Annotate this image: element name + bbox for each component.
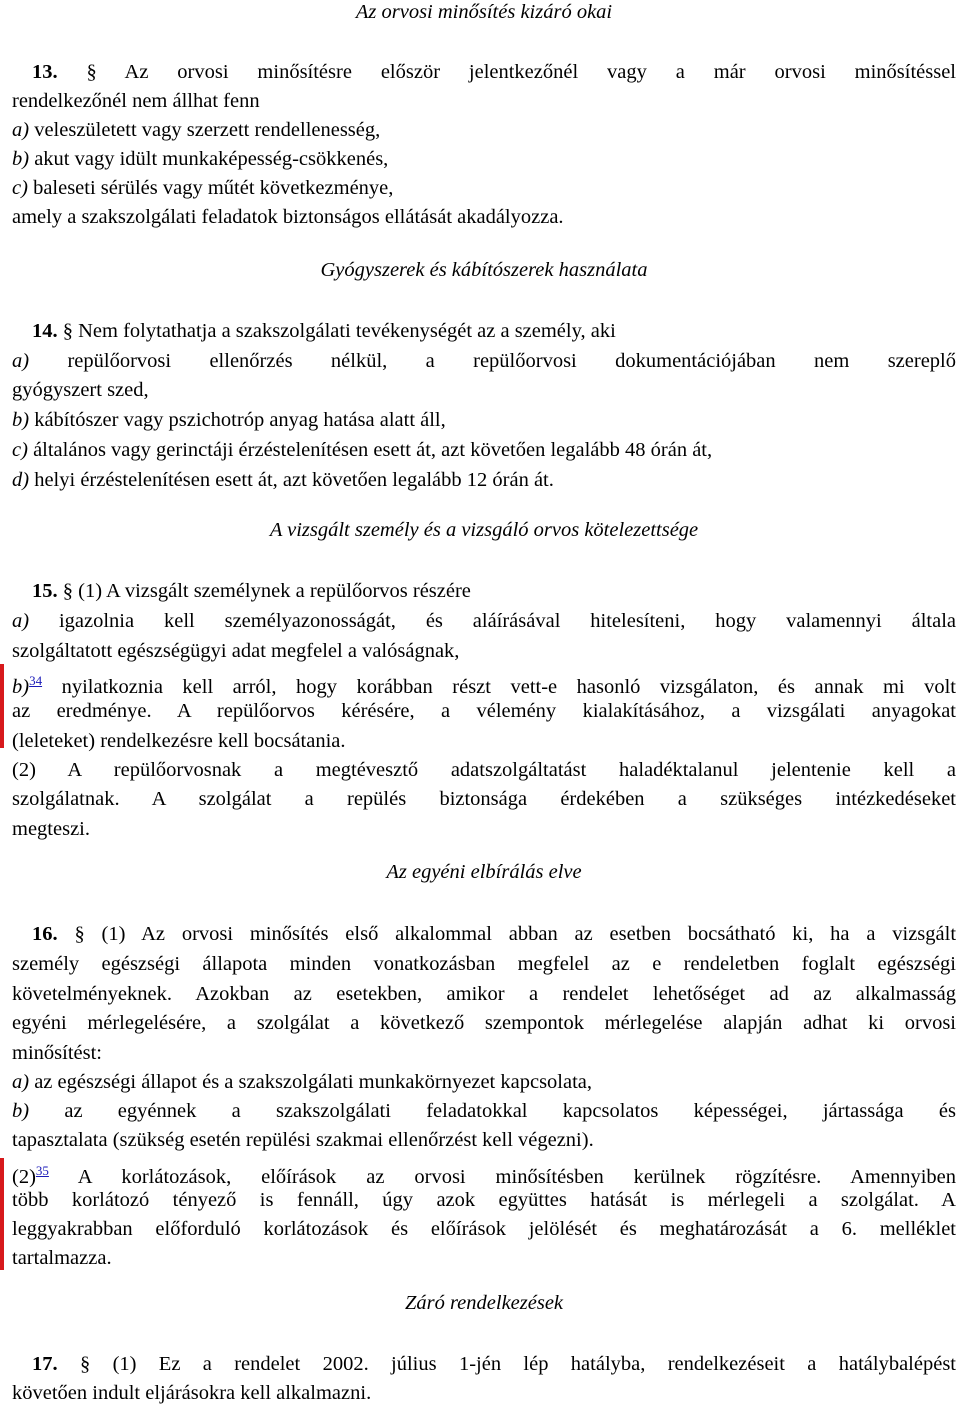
item-text: igazolnia kell személyazonosságát, és aláírásával hitelesíteni, hogy valamennyi általa [58, 610, 957, 632]
paragraph-text: Nem folytathatja a szakszolgálati tevékenységét az a személy, aki [78, 320, 616, 342]
subsection-2-line-1: (2) A repülőorvosnak a megtévesztő adatszolgáltatást haladéktalanul jelentenie kell a [12, 759, 956, 781]
paragraph-number: 13. [32, 61, 58, 83]
item-letter: c) [12, 177, 28, 199]
paragraph-text: (1) Az orvosi minősítés első alkalommal abban az esetben bocsátható ki, ha a vizsgált [101, 923, 957, 945]
list-item-b-continuation: tapasztalata (szükség esetén repülési szakmai ellenőrzést kell végezni). [12, 1129, 594, 1151]
footnote-link-35[interactable]: 35 [35, 1163, 49, 1178]
paragraph-text: Az orvosi minősítésre először jelentkezőnél vagy a már orvosi minősítéssel [124, 61, 956, 83]
item-text: baleseti sérülés vagy műtét következménye, [33, 177, 394, 199]
paragraph-text: (1) A vizsgált személynek a repülőorvos részére [78, 580, 471, 602]
item-letter: b) [12, 1100, 30, 1122]
item-text: veleszületett vagy szerzett rendellenesség, [34, 119, 381, 141]
section-heading-drugs: Gyógyszerek és kábítószerek használata [320, 259, 648, 281]
paragraph-16-line-2: személy egészségi állapota minden vonatkozásban megfelel az e rendeletben foglalt egészségi [12, 953, 956, 975]
item-letter: a) [12, 119, 30, 141]
amendment-marker-15b [0, 664, 4, 748]
list-item-a [12, 1070, 592, 1094]
item-text: repülőorvosi ellenőrzés nélkül, a repülőorvosi dokumentációjában nem szereplő [67, 350, 956, 372]
item-text: kábítószer vagy pszichotróp anyag hatása alatt áll, [34, 409, 446, 431]
paragraph-17-line-1 [12, 1352, 956, 1376]
section-anchor-link[interactable]: § [79, 1353, 91, 1375]
section-heading-exclusions: Az orvosi minősítés kizáró okai [355, 1, 613, 23]
subsection-2-line-3: megteszi. [12, 818, 90, 840]
list-item-b [12, 408, 446, 432]
section-anchor-link[interactable]: § [62, 580, 73, 602]
paragraph-number: 16. [32, 923, 58, 945]
subsection-2-line-1 [12, 1159, 956, 1189]
item-text: helyi érzéstelenítésen esett át, azt követően legalább 12 órán át. [34, 469, 554, 491]
item-letter: d) [12, 469, 30, 491]
paragraph-number: 14. [32, 320, 58, 342]
item-text: általános vagy gerinctáji érzéstelenítésen esett át, azt követően legalább 48 órán át, [33, 439, 713, 461]
section-heading-obligations: A vizsgált személy és a vizsgáló orvos kötelezettsége [269, 519, 699, 541]
item-letter: a) [12, 350, 30, 372]
item-letter: c) [12, 439, 28, 461]
paragraph-15-line-1 [12, 579, 471, 603]
list-item-a [12, 609, 956, 633]
subsection-2-line-4: tartalmazza. [12, 1247, 112, 1269]
list-item-a-continuation: szolgáltatott egészségügyi adat megfelel a valóságnak, [12, 640, 460, 662]
section-heading-final-provisions: Záró rendelkezések [404, 1292, 564, 1314]
list-item-a-continuation: gyógyszert szed, [12, 379, 149, 401]
paragraph-13-line-1 [12, 60, 956, 84]
paragraph-16-line-5: minősítést: [12, 1042, 102, 1064]
amendment-marker-16-2 [0, 1158, 4, 1270]
paragraph-16-line-3: követelményeknek. Azokban az esetekben, amikor a rendelet lehetőséget ad az alkalmasság [12, 983, 956, 1005]
paragraph-13-tail: amely a szakszolgálati feladatok biztonságos ellátását akadályozza. [12, 206, 564, 228]
list-item-b [12, 147, 388, 171]
item-text: akut vagy idült munkaképesség-csökkenés, [34, 148, 389, 170]
list-item-b-continuation-1: az eredménye. A repülőorvos kérésére, a vélemény kialakításához, a vizsgálati anyagokat [12, 700, 956, 722]
item-letter: a) [12, 610, 30, 632]
item-letter: a) [12, 1071, 30, 1093]
subsection-label: (2) [12, 1166, 36, 1188]
paragraph-13-line-2: rendelkezőnél nem állhat fenn [12, 90, 260, 112]
item-letter: b) [12, 676, 30, 698]
subsection-text: A korlátozások, előírások az orvosi minősítésben kerülnek rögzítésre. Amennyiben [77, 1166, 956, 1188]
section-heading-individual-assessment: Az egyéni elbírálás elve [386, 861, 582, 883]
paragraph-text: (1) Ez a rendelet 2002. július 1-jén lép hatályba, rendelkezéseit a hatálybalépést [112, 1353, 956, 1375]
section-anchor-link[interactable]: § [74, 923, 85, 945]
paragraph-17-line-2: követően indult eljárásokra kell alkalmazni. [12, 1382, 372, 1404]
subsection-2-line-2: több korlátozó tényező is fennáll, úgy azok együttes hatását is mérlegeli a szolgálat. A [12, 1189, 956, 1211]
item-text: nyilatkoznia kell arról, hogy korábban részt vett-e hasonló vizsgálaton, és annak mi volt [61, 676, 956, 698]
paragraph-number: 15. [32, 580, 58, 602]
item-text: az egyénnek a szakszolgálati feladatokkal kapcsolatos képességei, jártassága és [64, 1100, 956, 1122]
item-text: az egészségi állapot és a szakszolgálati munkakörnyezet kapcsolata, [34, 1071, 593, 1093]
list-item-b-continuation-2: (leleteket) rendelkezésre kell bocsátania. [12, 730, 346, 752]
section-anchor-link[interactable]: § [62, 320, 73, 342]
paragraph-number: 17. [32, 1353, 58, 1375]
item-letter: b) [12, 409, 30, 431]
list-item-a [12, 118, 380, 142]
list-item-a [12, 349, 956, 373]
section-anchor-link[interactable]: § [86, 61, 97, 83]
list-item-c [12, 438, 712, 462]
subsection-2-line-2: szolgálatnak. A szolgálat a repülés biztonsága érdekében a szükséges intézkedéseket [12, 788, 956, 810]
paragraph-16-line-1 [12, 922, 956, 946]
subsection-2-line-3: leggyakrabban előforduló korlátozások és előírások jelölését és meghatározását a 6. melléklet [12, 1218, 956, 1240]
list-item-b [12, 669, 956, 699]
list-item-d [12, 468, 554, 492]
list-item-c [12, 176, 393, 200]
footnote-link-34[interactable]: 34 [29, 673, 43, 688]
list-item-b [12, 1099, 956, 1123]
paragraph-16-line-4: egyéni mérlegelésére, a szolgálat a következő szempontok mérlegelése alapján adhat ki orvosi [12, 1012, 956, 1034]
paragraph-14-line-1 [12, 319, 616, 343]
item-letter: b) [12, 148, 30, 170]
